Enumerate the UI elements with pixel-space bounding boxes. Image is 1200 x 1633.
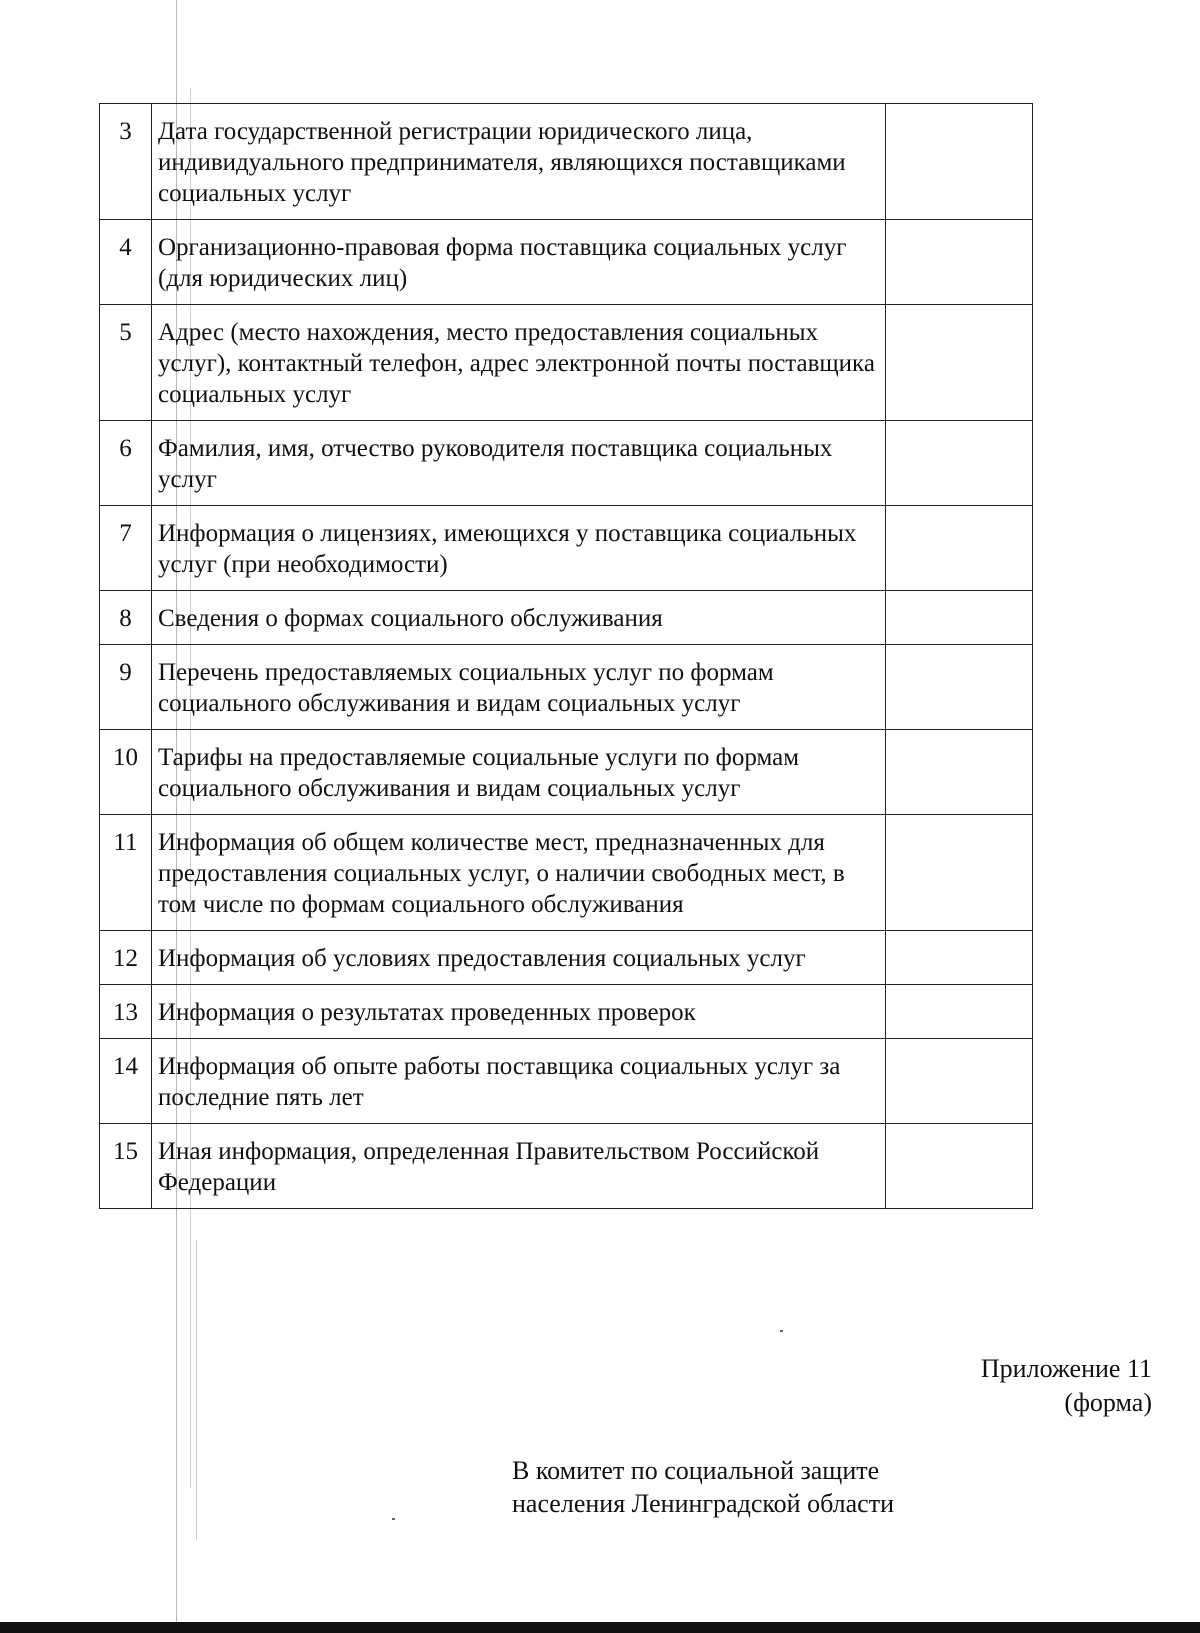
row-value-cell: [886, 506, 1033, 591]
row-description: Информация об условиях предоставления социальных услуг: [152, 931, 886, 985]
row-number: 13: [100, 985, 152, 1039]
table-row: [100, 591, 1033, 645]
row-number: 14: [100, 1039, 152, 1124]
row-value-cell: [886, 931, 1033, 985]
row-description: Информация о лицензиях, имеющихся у поставщика социальных услуг (при необходимости): [152, 506, 886, 591]
row-description: Информация о результатах проведенных проверок: [152, 985, 886, 1039]
row-number: 15: [100, 1124, 152, 1209]
row-value-cell: [886, 1039, 1033, 1124]
row-value-cell: [886, 815, 1033, 931]
annex-subtitle: (форма): [1064, 1388, 1152, 1417]
row-description: Иная информация, определенная Правительством Российской Федерации: [152, 1124, 886, 1209]
row-number: 3: [100, 104, 152, 220]
annex-title: Приложение 11: [980, 1354, 1152, 1383]
row-value-cell: [886, 421, 1033, 506]
scan-speck: [780, 1330, 783, 1332]
recipient-line: населения Ленинградской области: [512, 1489, 895, 1518]
row-value-cell: [886, 645, 1033, 730]
table-row: [100, 985, 1033, 1039]
table-row: [100, 1039, 1033, 1124]
row-number: 5: [100, 305, 152, 421]
table-row: [100, 220, 1033, 305]
row-number: 9: [100, 645, 152, 730]
row-value-cell: [886, 730, 1033, 815]
row-description: Фамилия, имя, отчество руководителя поставщика социальных услуг: [152, 421, 886, 506]
recipient-line: В комитет по социальной защите: [512, 1456, 880, 1485]
row-description: Дата государственной регистрации юридического лица, индивидуального предпринимателя, являющихся поставщиками социальных услуг: [152, 104, 886, 220]
table-row: [100, 1124, 1033, 1209]
provider-info-table: [99, 103, 1033, 1209]
table-row: [100, 104, 1033, 220]
row-description: Адрес (место нахождения, место предоставления социальных услуг), контактный телефон, адрес электронной почты поставщика социальных услуг: [152, 305, 886, 421]
row-description: Информация об опыте работы поставщика социальных услуг за последние пять лет: [152, 1039, 886, 1124]
recipient-block: [512, 1454, 894, 1520]
provider-info-table-body: [100, 104, 1033, 1209]
table-row: [100, 506, 1033, 591]
scan-artifact-line: [196, 1240, 197, 1540]
row-description: Перечень предоставляемых социальных услуг по формам социального обслуживания и видам социальных услуг: [152, 645, 886, 730]
row-number: 8: [100, 591, 152, 645]
scan-speck: [392, 1518, 395, 1520]
row-value-cell: [886, 591, 1033, 645]
row-number: 11: [100, 815, 152, 931]
table-row: [100, 730, 1033, 815]
table-row: [100, 931, 1033, 985]
annex-header: [981, 1352, 1152, 1420]
row-description: Организационно-правовая форма поставщика социальных услуг (для юридических лиц): [152, 220, 886, 305]
row-number: 6: [100, 421, 152, 506]
table-row: [100, 305, 1033, 421]
row-value-cell: [886, 220, 1033, 305]
table-row: [100, 421, 1033, 506]
row-value-cell: [886, 305, 1033, 421]
row-number: 10: [100, 730, 152, 815]
table-row: [100, 815, 1033, 931]
row-value-cell: [886, 985, 1033, 1039]
row-description: Сведения о формах социального обслуживания: [152, 591, 886, 645]
row-value-cell: [886, 1124, 1033, 1209]
row-number: 7: [100, 506, 152, 591]
row-description: Тарифы на предоставляемые социальные услуги по формам социального обслуживания и видам социальных услуг: [152, 730, 886, 815]
table-row: [100, 645, 1033, 730]
row-value-cell: [886, 104, 1033, 220]
row-number: 12: [100, 931, 152, 985]
row-description: Информация об общем количестве мест, предназначенных для предоставления социальных услуг, о наличии свободных мест, в том числе по формам социального обслуживания: [152, 815, 886, 931]
scan-bottom-edge: [0, 1622, 1200, 1633]
row-number: 4: [100, 220, 152, 305]
